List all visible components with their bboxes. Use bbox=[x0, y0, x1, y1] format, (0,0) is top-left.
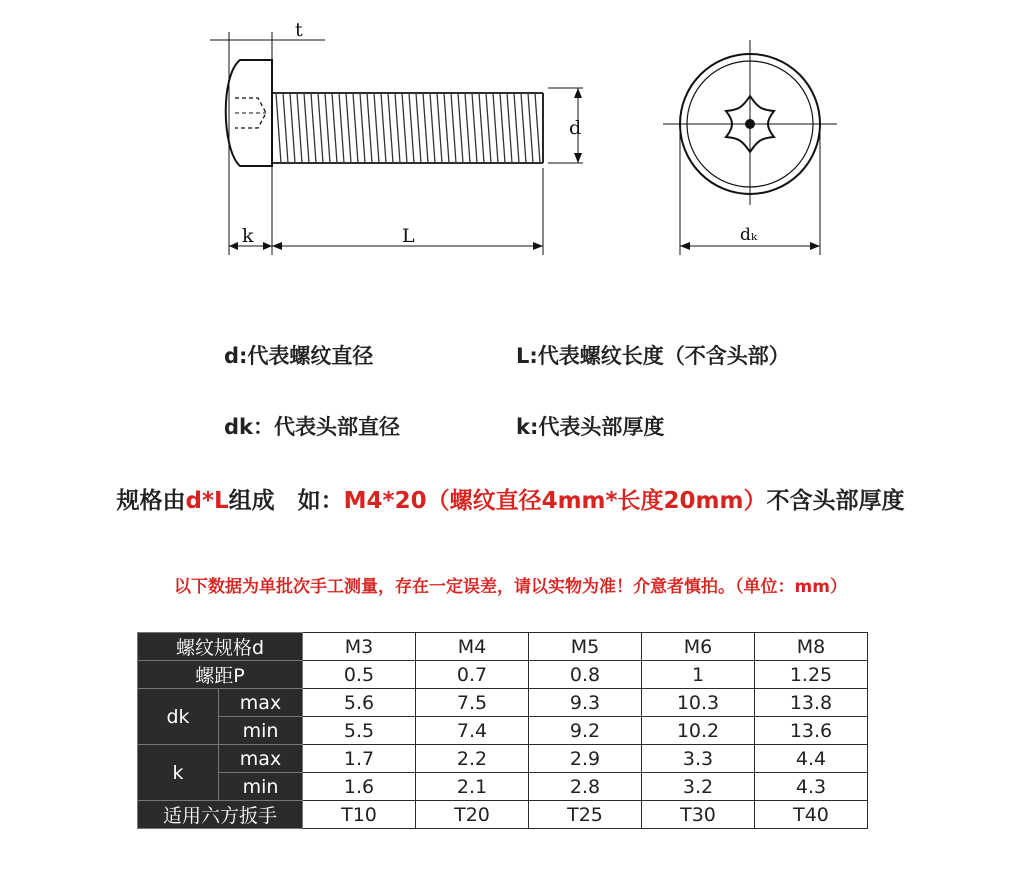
table-cell: T30 bbox=[642, 801, 755, 829]
table-cell: 1.25 bbox=[755, 661, 868, 689]
table-cell: T40 bbox=[755, 801, 868, 829]
table-cell: 10.3 bbox=[642, 689, 755, 717]
table-cell: 4.3 bbox=[755, 773, 868, 801]
table-row bbox=[138, 745, 868, 773]
pitch-header: 螺距P bbox=[138, 661, 303, 689]
table-cell: 1.6 bbox=[303, 773, 416, 801]
table-cell: M5 bbox=[529, 633, 642, 661]
table-cell: M6 bbox=[642, 633, 755, 661]
thread-spec-header: 螺纹规格d bbox=[138, 633, 303, 661]
max-header: max bbox=[219, 745, 303, 773]
table-row bbox=[138, 801, 868, 829]
table-row bbox=[138, 773, 868, 801]
table-cell: 0.7 bbox=[416, 661, 529, 689]
thread-lines bbox=[276, 93, 540, 163]
table-row bbox=[138, 661, 868, 689]
table-cell: 10.2 bbox=[642, 717, 755, 745]
min-header: min bbox=[219, 773, 303, 801]
label-L: L bbox=[402, 225, 415, 247]
table-cell: T20 bbox=[416, 801, 529, 829]
min-header: min bbox=[219, 717, 303, 745]
table-cell: 0.5 bbox=[303, 661, 416, 689]
table-cell: 1 bbox=[642, 661, 755, 689]
wrench-header: 适用六方扳手 bbox=[138, 801, 303, 829]
table-cell: 4.4 bbox=[755, 745, 868, 773]
table-cell: 13.8 bbox=[755, 689, 868, 717]
max-header: max bbox=[219, 689, 303, 717]
table-cell: 9.3 bbox=[529, 689, 642, 717]
table-cell: 5.6 bbox=[303, 689, 416, 717]
spec-suffix: 不含头部厚度 bbox=[766, 488, 905, 514]
dk-header: dk bbox=[138, 689, 219, 745]
table-cell: 2.8 bbox=[529, 773, 642, 801]
side-view bbox=[210, 32, 583, 255]
legend-d: d:代表螺纹直径 bbox=[224, 344, 374, 368]
label-k: k bbox=[242, 225, 254, 247]
label-t: t bbox=[295, 19, 303, 41]
table-cell: 3.3 bbox=[642, 745, 755, 773]
table-cell: 2.1 bbox=[416, 773, 529, 801]
table-cell: T25 bbox=[529, 801, 642, 829]
table-row bbox=[138, 689, 868, 717]
top-view bbox=[663, 40, 837, 255]
table-cell: 3.2 bbox=[642, 773, 755, 801]
table-cell: 1.7 bbox=[303, 745, 416, 773]
table-cell: M4 bbox=[416, 633, 529, 661]
table-cell: M3 bbox=[303, 633, 416, 661]
table-cell: T10 bbox=[303, 801, 416, 829]
legend-dk: dk：代表头部直径 bbox=[224, 415, 400, 439]
table-cell: 5.5 bbox=[303, 717, 416, 745]
table-cell: 2.2 bbox=[416, 745, 529, 773]
screw-technical-drawing bbox=[0, 0, 1021, 300]
spec-table bbox=[137, 632, 868, 829]
spec-middle: 组成 如： bbox=[228, 488, 344, 514]
k-header: k bbox=[138, 745, 219, 801]
table-cell: 9.2 bbox=[529, 717, 642, 745]
table-cell: 13.6 bbox=[755, 717, 868, 745]
table-row bbox=[138, 633, 868, 661]
spec-description bbox=[0, 482, 1021, 515]
measurement-notice: 以下数据为单批次手工测量，存在一定误差，请以实物为准！介意者慎拍。（单位：mm） bbox=[174, 577, 847, 597]
spec-prefix: 规格由 bbox=[116, 488, 186, 514]
spec-example: M4*20（螺纹直径4mm*长度20mm） bbox=[343, 488, 767, 514]
table-row bbox=[138, 717, 868, 745]
legend-k: k:代表头部厚度 bbox=[516, 415, 665, 439]
legend-L: L:代表螺纹长度（不含头部） bbox=[516, 344, 790, 368]
table-cell: 0.8 bbox=[529, 661, 642, 689]
spec-formula: d*L bbox=[185, 488, 229, 514]
label-d: d bbox=[569, 117, 582, 139]
label-dk: dₖ bbox=[740, 225, 758, 245]
table-cell: 7.5 bbox=[416, 689, 529, 717]
table-cell: 7.4 bbox=[416, 717, 529, 745]
table-cell: 2.9 bbox=[529, 745, 642, 773]
table-cell: M8 bbox=[755, 633, 868, 661]
